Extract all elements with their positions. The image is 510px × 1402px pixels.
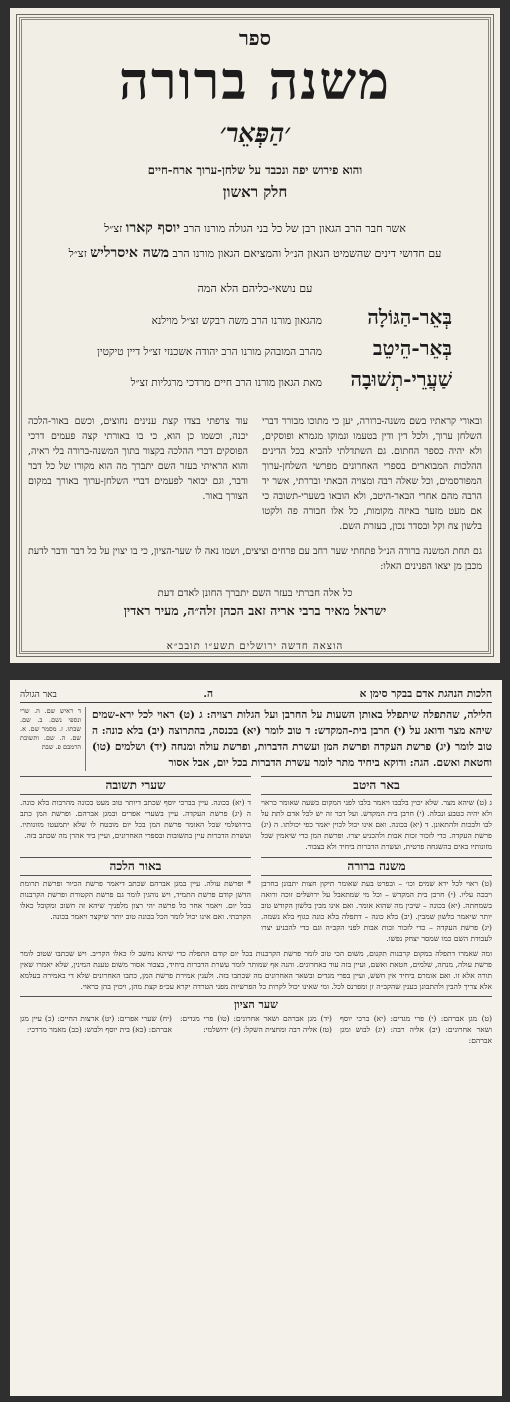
sefer-label: ספר <box>238 26 272 50</box>
shaar-hatziyun-column: (יח) שערי אפרים: (יט) ארצות החיים: (כ) עיין מגן אברהם: (כא) בית יוסף ולבוש: (כב) מאמר מרדכי: <box>20 1014 172 1034</box>
introduction-left-column: עוד צרפתי בצדו קצת ענינים נחוצים, וכשם באור-הלכה יכנה, וכשמו כן הוא, כי בו באורתי קצה פעמים דרכי הפוסקים דברי ההלכה בקצור בתוך המשנה-ברורה בלי ראיה, והוא הראיתי בעזר השם יתברך מה הוא מקורו של כל דבר ודבר, וגם יבואר לפעמים דברי השלחן-ערוך באורך במקום הצורך באור. <box>28 416 248 502</box>
introduction-right-column: ובאורי קראתיו בשם משנה-ברורה, יען כי מתוכו מבורר דברי השלחן ערוך, ולכל דין ודין בטעמו ונמוקו מגמרא ופוסקים, ולא יהיה כספר החתום. גם השתדלתי להביא בכל הדינים ההלכות המבוארים בספרי האחרונים מפרשי השלחן-ערוך המפורסמים, וכל שאלה רבה ומצויה הבאתי ובררתי, אשר יד הרבה מהם אחרי הבאר-היטב, ולא הובאו בשערי-תשובה כי אם מעט מזער באיזה מקומות, כל אלו חבורה פה ולקטו בלשון צח וקל ובסדר נכון, בעזרת השם. <box>262 416 482 532</box>
continued-commentary: ומה שאמרו דתפלה במקום קרבנות תקנום, משום הכי טוב לומר פרשת הקרבנות בכל יום קודם התפלה כדי שיהא נחשב לו כאלו הקריב. ויש שכתבו שטוב לומר פרשת עולה, מנחה, שלמים, חטאת ואשם, ועיין בזה עוד באחרונים. והנה אף שמותר לומר עשרת הדברות ביחיד, בצבור אסור משום טענת המינין, שלא יאמרו שאין תורה אלא זו. ואם אומרם ביחיד אין חשש, ועיין בפרי מגדים ובשאר האחרונים מה שכתבו בזה. ולענין אמירת פרשת המן, כתבו האחרונים שלא די באמירה בעלמא אלא צריך להבין ולהתבונן בענין שהקב״ה זן ומפרנס לכל. ומי שאינו יכול לקרות כל הפרשיות מפני הטרדה יקרא עכ״פ קצת מהן, ויכוין בהן כראוי. <box>20 949 492 991</box>
beer-heitev-column <box>261 776 492 852</box>
shaarei-teshuva-column <box>20 776 251 852</box>
subtitle: והוא פירוש יפה ונכבד על שלחן-ערוך ארח-חיים <box>147 163 363 177</box>
main-text-block <box>20 707 492 771</box>
commentary-name: בְּאֵר-הֵיטֵב <box>372 336 452 360</box>
publisher-line: הוצאה חדשה ירושלים תשע״ו תובב״א <box>166 641 344 652</box>
commentary-item <box>28 367 452 392</box>
author-name: יוסף קארו <box>125 220 181 236</box>
shaarei-teshuva-text: ד (יא) בכונה. עיין בברכי יוסף שכתב דיותר טוב מעט בכונה מהרבות בלא כונה. ה (יג) פרשת העקדה. עיין בשערי אפרים ובמגן אברהם. ופרשת המן כתב בירושלמי שכל האומר פרשת המן בכל יום מובטח לו שלא יתמעטו מזונותיו. ועשרת הדברות עיין בתשובות ובספרי האחרונים, ועיין ביד אהרן מה שכתב בזה. <box>20 798 251 840</box>
book-title: משנה ברורה <box>119 51 391 112</box>
chidushim-line <box>28 245 482 262</box>
running-head <box>20 688 492 703</box>
author-suffix: זצ״ל <box>104 222 123 235</box>
introduction-columns <box>28 414 482 534</box>
beer-heitev-heading: באר היטב <box>261 776 492 795</box>
beer-heitev-text: ג (ט) שיהא מצר. שלא יכוין בלבבו ויאמר בלבו לפני המקום בשעה שאומר כראוי ולא יהיה כטבע ונבלה. (י) חרבן בית המקדש. ועל דבר זה יש לכל אדם לתת על לבו ולבכות ולהתאונן. ד (יא) בכונה. ואם אינו יכול לכוין יאמר כפי יכולתו. ה (יג) פרשת העקדה. כדי לזכור זכות אבות ולהכניע יצרו. ופרשת המן כדי שיאמין שכל מזונותיו באים בהשגחה פרטית, ועשרת הדברות ביחיד ולא בצבור. <box>261 798 492 851</box>
title-page-content <box>28 22 482 652</box>
shaar-hatziyun-column: (יד) מגן אברהם ושאר אחרונים: (טו) פרי מגדים: (טז) אליה רבה ומחצית השקל: (יז) ירושלמי: <box>180 1014 332 1034</box>
author-intro: אשר חבר הרב הגאון רבן של כל בני הגולה מורנו הרב <box>183 222 406 235</box>
biur-halacha-column <box>20 857 251 944</box>
commentary-author: מהגאון מורנו הרב משה רבקש זצ״ל מוילנא <box>151 315 322 327</box>
edition-name: ׳הַפְּאֵר׳ <box>219 119 291 149</box>
title-page <box>10 8 500 663</box>
commentary-item <box>28 336 452 361</box>
commentary-row-2 <box>20 857 492 944</box>
commentary-item <box>28 305 452 330</box>
chidushim-suffix: זצ״ל <box>68 247 87 260</box>
commentaries-intro: עם נושאי-כליהם הלא המה <box>197 282 313 295</box>
part-label: חלק ראשון <box>222 183 288 201</box>
text-page <box>10 680 502 1396</box>
commentary-row-1 <box>20 776 492 852</box>
mishna-berura-column <box>261 857 492 944</box>
beer-hagolah-notes <box>20 707 86 771</box>
author-signature: ישראל מאיר ברבי אריה זאב הכהן זלה״ה, מעיר ראדין <box>123 603 387 618</box>
beer-hagolah-text: ד ראיש שם. ה. שרי ונספי נשם. ב. שם. שבתו. ז. מסמר שם. א. שם. ה. שם. ותשובת הרמבם פ. שבת <box>20 707 81 751</box>
shaar-hatziyun-columns <box>20 1013 492 1046</box>
closing-line: כל אלה חברתי בעזר השם יתברך החונן לאדם דעת <box>157 588 353 599</box>
author-line <box>28 220 482 237</box>
commentary-author: מהרב המובהק מורנו הרב יהודה אשכנזי זצ״ל דיין טיקטין <box>97 346 322 358</box>
introduction-paragraph: גם תחת המשנה ברורה הנ״ל פתחתי שער רחב עם פרחים וציצים, ושמו נאה לו שער-הציון, כי בו יצוין על כל דבר ודבר לדעת מכבן מן יצאו הפנינים האלו: <box>28 546 482 572</box>
mishna-berura-text: (ט) ראוי לכל ירא שמים וכו׳ – ובפרט בעת שאומר תיקון חצות יתבונן בחרבן ויבכה עליו. (י) חרבן בית המקדש – וכל מי שמתאבל על ירושלים זוכה ורואה בשמחתה. (יא) בכונה – שיבין מה שהוא אומר. ואם אינו מבין בלשון הקודש טוב יותר שיאמר בלשון שמבין. (יב) בלא כונה – דתפלה בלא כונה כגוף בלא נשמה. (יג) פרשת העקדה – כדי לזכור זכות אבות לפני הקב״ה וגם כדי להכניע יצרו לעבודת השם כמו שמסר יצחק נפשו. <box>261 879 492 943</box>
biur-halacha-text: * ופרשת עולה. עיין במגן אברהם שכתב דיאמר פרשת הכיור ופרשת תרומת הדשן קודם פרשת התמיד, ויש נוהגין לומר גם פרשת הקטורת ופרשת הקרבנות בכל יום. ויאמר אחר כל פרשה יהי רצון מלפניך שיהא זה חשוב ומקובל כאלו הקרבתי. ואם אינו יכול לומר הכל בכונה טוב יותר שיקצר ויאמר בכונה. <box>20 879 251 921</box>
shulchan-aruch-text: הלילה, שהתפלה שיתפלל באותן השעות על החרבן ועל הגלות רצויה: ג (ט) ראוי לכל ירא-שמים שיהא מצר ודואג על (י) חרבן בית-המקדש: ד טוב לומר (יא) בכנסה, בהתרוצה (יב) בלא כונה: ה טוב לומר (יג) פרשת העקדה ופרשת המן ועשרת הדברות, ופרשת עולה ומנחה (יד) ושלמים (טו) וחטאת ואשם. הגה: ודוקא ביחיד מתר לומר עשרת הדברות בכל יום, אבל אסור <box>92 709 492 769</box>
shaarei-teshuva-heading: שערי תשובה <box>20 776 251 795</box>
commentary-author: מאת הגאון מורנו הרב חיים מרדכי מרגליות זצ״ל <box>130 377 322 389</box>
chidushim-intro: עם חדושי דינים שהשמיט הגאון הנ״ל והמציאם הגאון מורנו הרב <box>172 247 442 260</box>
chidushim-name: משה איסרליש <box>90 245 170 261</box>
running-head-ref: באר הגולה <box>20 690 57 700</box>
running-head-title: הלכות הנהגת אדם בבקר סימן א <box>359 688 492 700</box>
shaar-hatziyun-column: (ט) מגן אברהם: (י) פרי מגדים: (יא) ברכי יוסף ושאר אחרונים: (יב) אליה רבה: (יג) לבוש ומגן אברהם: <box>340 1014 492 1045</box>
commentary-name: שַׁעֲרֵי-תְשׁוּבָה <box>350 367 452 391</box>
mishna-berura-heading: משנה ברורה <box>261 857 492 876</box>
running-head-letter: ה. <box>203 688 214 700</box>
shaar-hatziyun-heading: שער הציון <box>20 996 492 1011</box>
biur-halacha-heading: באור הלכה <box>20 857 251 876</box>
commentary-name: בְּאֵר-הַגּוֹלָה <box>367 305 452 329</box>
commentaries-list <box>28 305 482 392</box>
